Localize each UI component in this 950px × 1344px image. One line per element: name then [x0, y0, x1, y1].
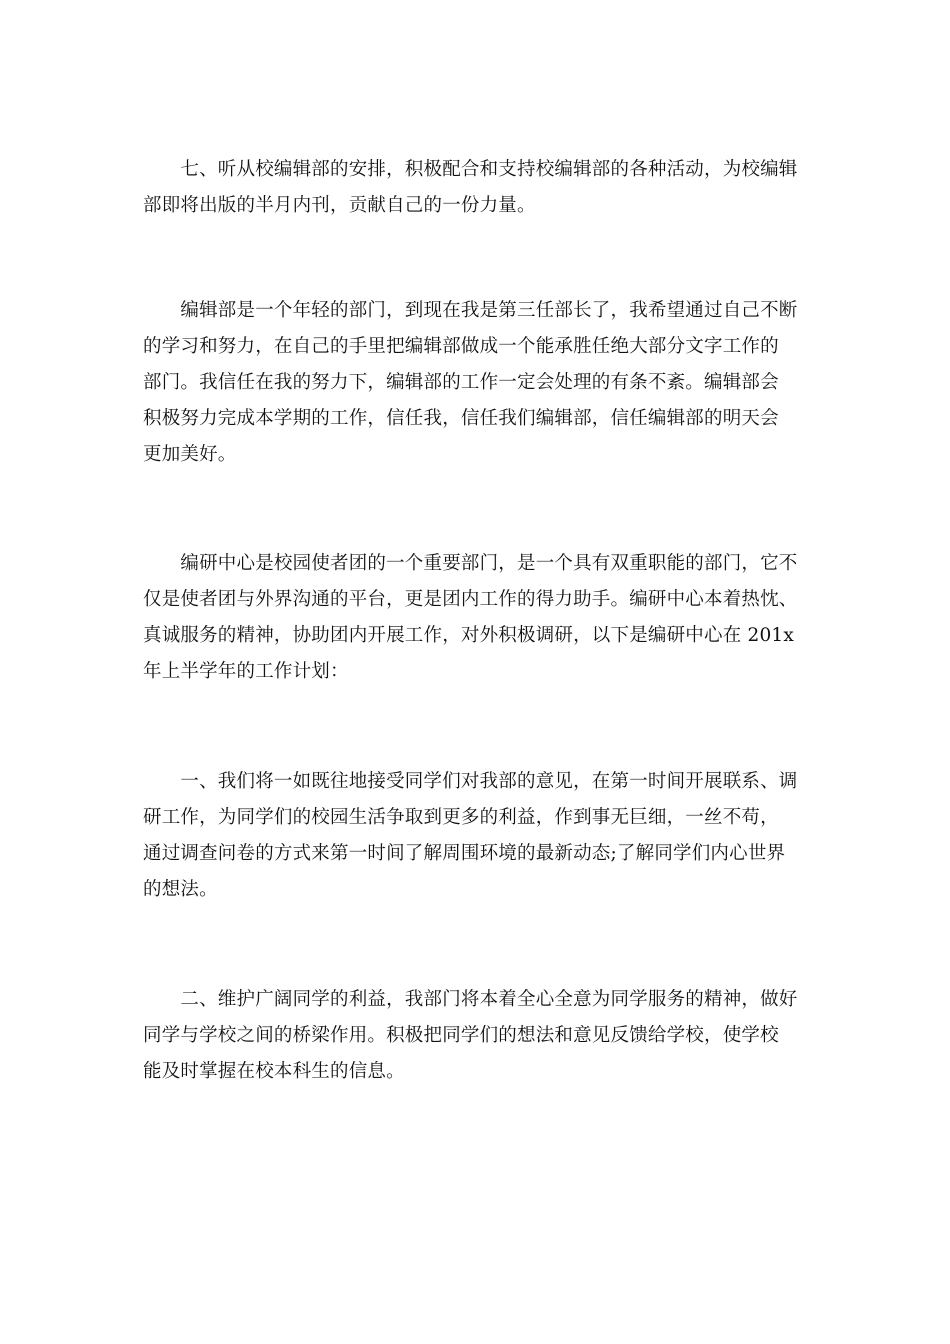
paragraph-line: 部即将出版的半月内刊，贡献自己的一份力量。	[143, 195, 536, 216]
paragraph-line: 仅是使者团与外界沟通的平台，更是团内工作的得力助手。编研中心本着热忱、	[143, 589, 798, 610]
paragraph-line: 部门。我信任在我的努力下，编辑部的工作一定会处理的有条不紊。编辑部会	[143, 372, 779, 393]
paragraph-line: 积极努力完成本学期的工作，信任我，信任我们编辑部，信任编辑部的明天会	[143, 408, 779, 429]
paragraph-item-one	[143, 764, 808, 908]
paragraph-research-center	[143, 546, 808, 690]
paragraph-line: 通过调查问卷的方式来第一时间了解周围环境的最新动态;了解同学们内心世界	[143, 843, 786, 864]
paragraph-line: 的想法。	[143, 879, 218, 900]
paragraph-line: 二、维护广阔同学的利益，我部门将本着全心全意为同学服务的精神，做好	[143, 989, 798, 1010]
paragraph-line: 的学习和努力，在自己的手里把编辑部做成一个能承胜任绝大部分文字工作的	[143, 336, 779, 357]
paragraph-line: 更加美好。	[143, 444, 237, 465]
paragraph-line: 能及时掌握在校本科生的信息。	[143, 1061, 405, 1082]
paragraph-item-two	[143, 982, 808, 1090]
paragraph-line: 编研中心是校园使者团的一个重要部门，是一个具有双重职能的部门，它不	[143, 553, 798, 574]
paragraph-editorial-dept	[143, 293, 808, 473]
paragraph-line: 七、听从校编辑部的安排，积极配合和支持校编辑部的各种活动，为校编辑	[143, 159, 798, 180]
paragraph-seven	[143, 152, 808, 224]
paragraph-line: 一、我们将一如既往地接受同学们对我部的意见，在第一时间开展联系、调	[143, 771, 798, 792]
paragraph-line: 研工作，为同学们的校园生活争取到更多的利益，作到事无巨细，一丝不苟，	[143, 807, 779, 828]
paragraph-line: 年上半学年的工作计划：	[143, 661, 349, 682]
paragraph-line: 编辑部是一个年轻的部门，到现在我是第三任部长了，我希望通过自己不断	[143, 300, 798, 321]
paragraph-line: 同学与学校之间的桥梁作用。积极把同学们的想法和意见反馈给学校，使学校	[143, 1025, 779, 1046]
paragraph-line: 真诚服务的精神，协助团内开展工作，对外积极调研，以下是编研中心在 201x	[143, 625, 795, 646]
